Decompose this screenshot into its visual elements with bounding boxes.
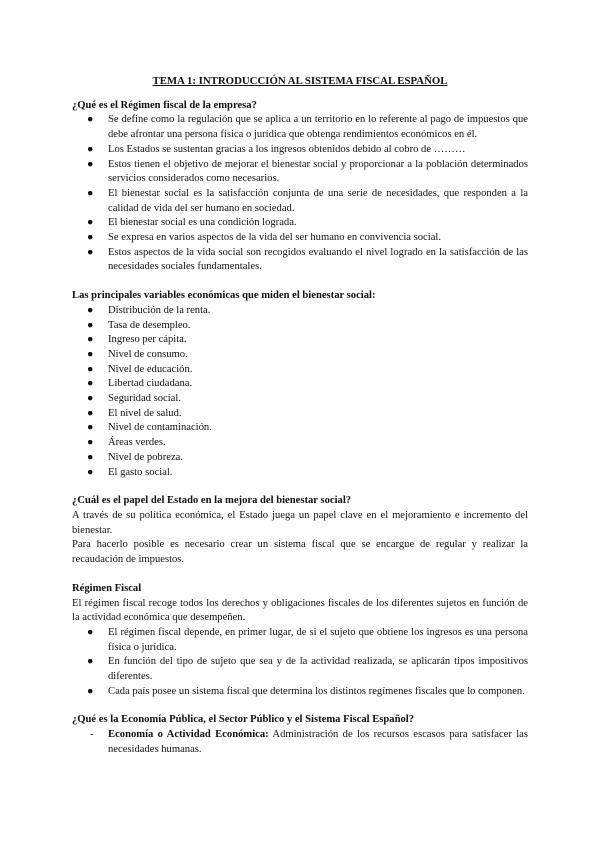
section-heading-regimen-fiscal: Régimen Fiscal: [72, 582, 142, 594]
list-item-text: Libertad ciudadana.: [108, 378, 193, 390]
list-item-text: Áreas verdes.: [108, 437, 166, 449]
list-item-text: El gasto social.: [108, 466, 173, 478]
list-item-text: Cada país posee un sistema fiscal que determina los distintos regímenes fiscales que lo componen.: [108, 685, 525, 697]
list-item-text: Los Estados se sustentan gracias a los ingresos obtenidos debido al cobro de ………: [108, 143, 466, 155]
bullet-icon: ●: [87, 626, 94, 638]
list-item: [72, 158, 528, 187]
list-item-text: Se define como la regulación que se aplica a un territorio en lo referente al pago de impuestos que debe afrontar una persona física o jurídica que obtenga rendimientos económicos en él.: [108, 114, 528, 141]
bullet-icon: ●: [87, 246, 94, 258]
list-item-text: El bienestar social es una condición lograda.: [108, 217, 297, 229]
spacer: [72, 275, 528, 289]
spacer: [72, 568, 528, 582]
bullet-icon: ●: [87, 334, 94, 346]
paragraph: A través de su política económica, el Estado juega un papel clave en el mejoramiento e incremento del bienestar.: [72, 509, 528, 536]
bullet-icon: ●: [87, 217, 94, 229]
document-content: [72, 74, 528, 758]
dash-list-definitions: [72, 728, 528, 757]
list-item-text: Ingreso per cápita.: [108, 334, 187, 346]
paragraph: El régimen fiscal recoge todos los derechos y obligaciones fiscales de los diferentes sujetos en función de la actividad económica que desempeñen.: [72, 597, 528, 624]
list-item-text: Estos tienen el objetivo de mejorar el bienestar social y proporcionar a la población determinados servicios considerados como necesarios.: [108, 158, 528, 185]
bullet-icon: ●: [87, 422, 94, 434]
list-item: [72, 685, 528, 700]
bullet-icon: ●: [87, 407, 94, 419]
list-item: [72, 392, 528, 407]
list-item-text: Seguridad social.: [108, 393, 181, 405]
bullet-icon: ●: [87, 437, 94, 449]
list-item-text: El régimen fiscal depende, en primer lugar, de si el sujeto que obtiene los ingresos es una persona física o jurídica.: [108, 626, 528, 653]
list-item: [72, 451, 528, 466]
definition-text: Administración de los recursos escasos para satisfacer las necesidades humanas.: [108, 729, 528, 755]
list-item: [72, 655, 528, 684]
list-item: [72, 231, 528, 246]
list-item-text: Nivel de consumo.: [108, 348, 188, 360]
bullet-list-regimen-fiscal: [72, 113, 528, 275]
bullet-icon: ●: [87, 451, 94, 463]
spacer: [72, 480, 528, 494]
document-title: TEMA 1: INTRODUCCIÓN AL SISTEMA FISCAL ESPAÑOL: [152, 75, 448, 87]
list-item: [72, 348, 528, 363]
list-item-text: Nivel de pobreza.: [108, 451, 184, 463]
list-item: [72, 407, 528, 422]
list-item: [72, 319, 528, 334]
list-item-text: Estos aspectos de la vida social son recogidos evaluando el nivel logrado en la satisfacción de las necesidades sociales fundamentales.: [108, 246, 528, 273]
section-heading-variables-bienestar: Las principales variables económicas que miden el bienestar social:: [72, 290, 376, 302]
section-heading-regimen-fiscal-empresa: ¿Qué es el Régimen fiscal de la empresa?: [72, 99, 257, 111]
list-item: [72, 626, 528, 655]
bullet-list-variables: [72, 304, 528, 480]
list-item: [72, 304, 528, 319]
list-item: [72, 216, 528, 231]
list-item-text: Nivel de contaminación.: [108, 422, 212, 434]
bullet-icon: ●: [87, 232, 94, 244]
bullet-icon: ●: [87, 393, 94, 405]
definition-term: Economía o Actividad Económica:: [108, 729, 269, 741]
section-heading-economia-publica: ¿Qué es la Economía Pública, el Sector Público y el Sistema Fiscal Español?: [72, 714, 415, 726]
list-item-text: Se expresa en varios aspectos de la vida del ser humano en convivencia social.: [108, 232, 441, 244]
list-item: [72, 466, 528, 481]
bullet-icon: ●: [87, 466, 94, 478]
list-item-text: Distribución de la renta.: [108, 304, 211, 316]
list-item: [72, 436, 528, 451]
list-item: [72, 363, 528, 378]
bullet-icon: ●: [87, 656, 94, 668]
bullet-icon: ●: [87, 685, 94, 697]
list-item: [72, 377, 528, 392]
list-item-text: Tasa de desempleo.: [108, 319, 191, 331]
bullet-icon: ●: [87, 304, 94, 316]
list-item: [72, 333, 528, 348]
bullet-icon: ●: [87, 319, 94, 331]
bullet-list-regimen: [72, 626, 528, 700]
list-item: [72, 143, 528, 158]
bullet-icon: ●: [87, 363, 94, 375]
bullet-icon: ●: [87, 378, 94, 390]
list-item-text: El nivel de salud.: [108, 407, 182, 419]
bullet-icon: ●: [87, 158, 94, 170]
list-item: [72, 187, 528, 216]
paragraph: Para hacerlo posible es necesario crear un sistema fiscal que se encargue de regular y realizar la recaudación de impuestos.: [72, 539, 528, 566]
list-item-text: El bienestar social es la satisfacción conjunta de una serie de necesidades, que responden a la calidad de vida del ser humano en sociedad.: [108, 187, 528, 214]
bullet-icon: ●: [87, 114, 94, 126]
list-item: [72, 113, 528, 142]
list-item-text: Nivel de educación.: [108, 363, 193, 375]
dash-icon: -: [90, 729, 94, 741]
section-heading-papel-estado: ¿Cuál es el papel del Estado en la mejora del bienestar social?: [72, 495, 352, 507]
list-item: [72, 728, 528, 757]
list-item: [72, 246, 528, 275]
spacer: [72, 699, 528, 713]
bullet-icon: ●: [87, 187, 94, 199]
bullet-icon: ●: [87, 143, 94, 155]
list-item: [72, 421, 528, 436]
list-item-text: En función del tipo de sujeto que sea y de la actividad realizada, se aplicarán tipos impositivos diferentes.: [108, 656, 528, 683]
bullet-icon: ●: [87, 348, 94, 360]
